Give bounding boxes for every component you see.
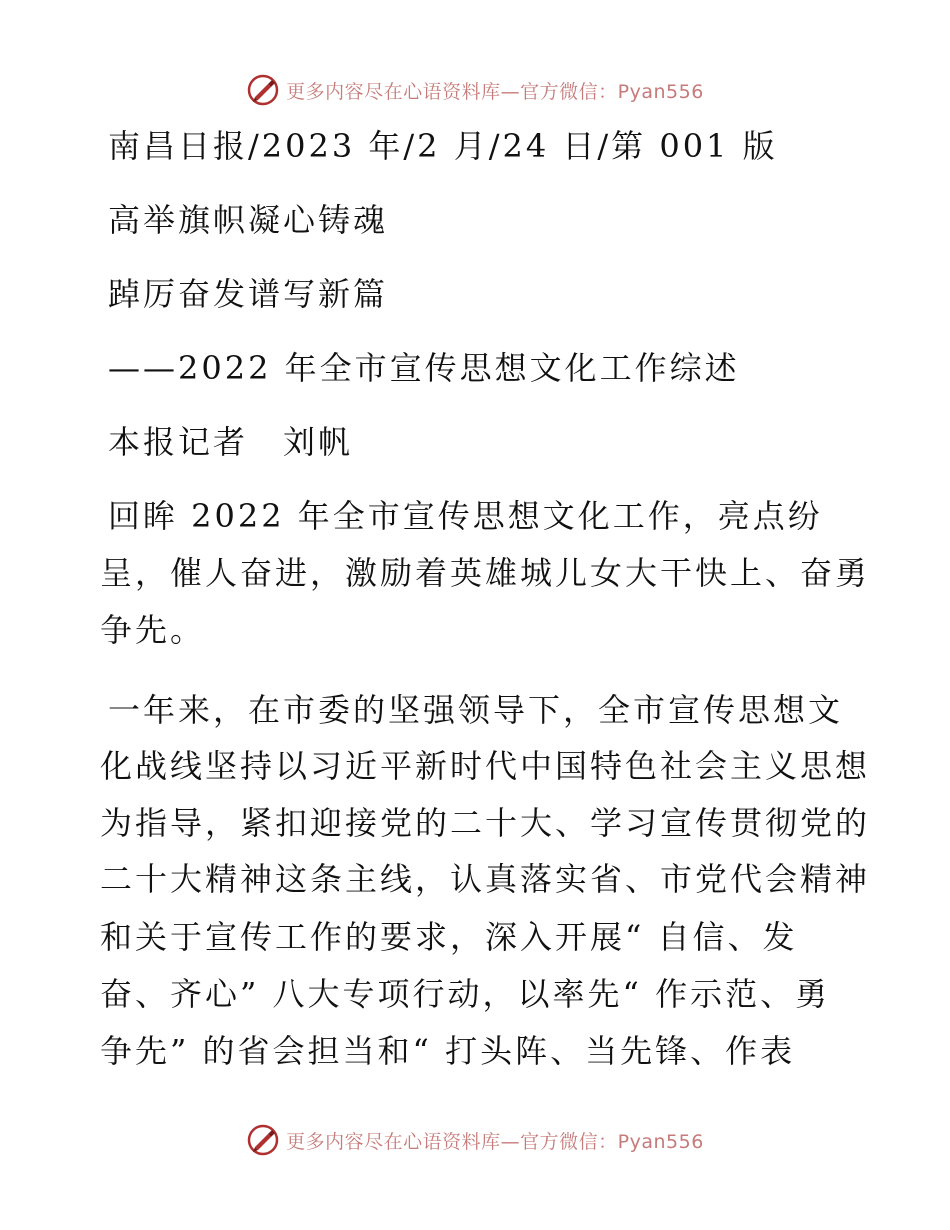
newspaper-source-line: 南昌日报/2023 年/2 月/24 日/第 001 版: [108, 127, 778, 165]
pen-logo-icon: [246, 1123, 280, 1157]
paragraph-2-line-4: 二十大精神这条主线，认真落实省、市党代会精神: [100, 860, 871, 898]
paragraph-2-line-3: 为指导，紧扣迎接党的二十大、学习宣传贯彻党的: [100, 804, 871, 842]
headline-line-2: 踔厉奋发谱写新篇: [108, 275, 389, 313]
subtitle: ——2022 年全市宣传思想文化工作综述: [108, 349, 740, 387]
paragraph-2-line-1: 一年来，在市委的坚强领导下，全市宣传思想文: [108, 691, 844, 729]
paragraph-1-line-3: 争先。: [100, 611, 206, 649]
paragraph-2-line-2: 化战线坚持以习近平新时代中国特色社会主义思想: [100, 747, 871, 785]
byline: 本报记者 刘帆: [108, 423, 354, 461]
headline-line-1: 高举旗帜凝心铸魂: [108, 201, 389, 239]
paragraph-2-line-7: 争先” 的省会担当和“ 打头阵、当先锋、作表: [100, 1032, 796, 1070]
pen-logo-icon: [246, 73, 280, 107]
paragraph-2-line-5: 和关于宣传工作的要求，深入开展“ 自信、发: [100, 918, 798, 956]
header-watermark: [0, 70, 950, 110]
paragraph-1-line-1: 回眸 2022 年全市宣传思想文化工作，亮点纷: [108, 497, 823, 535]
paragraph-1-line-2: 呈，催人奋进，激励着英雄城儿女大干快上、奋勇: [100, 554, 871, 592]
watermark-text: 更多内容尽在心语资料库—官方微信：Pyan556: [286, 80, 704, 103]
watermark-text: 更多内容尽在心语资料库—官方微信：Pyan556: [286, 1130, 704, 1153]
footer-watermark: [0, 1120, 950, 1160]
paragraph-2-line-6: 奋、齐心” 八大专项行动，以率先“ 作示范、勇: [100, 975, 831, 1013]
